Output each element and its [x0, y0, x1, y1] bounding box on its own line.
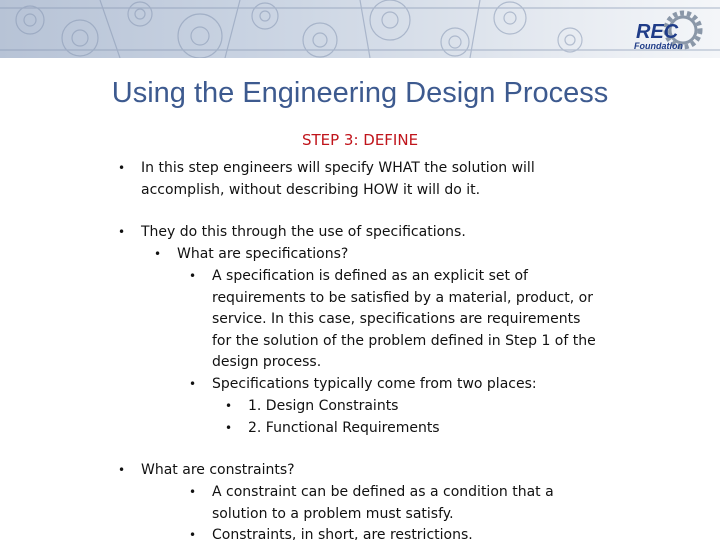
bullet-text-line: solution to a problem must satisfy. — [212, 505, 454, 522]
bullet-text-line: In this step engineers will specify WHAT the solution will — [141, 160, 535, 176]
svg-text:Foundation: Foundation — [634, 41, 683, 51]
bullet-marker: • — [225, 421, 233, 435]
svg-text:REC: REC — [636, 21, 679, 43]
bullet-text-line: What are specifications? — [177, 246, 349, 262]
bullet-marker: • — [189, 528, 197, 540]
step-heading: STEP 3: DEFINE — [301, 131, 419, 149]
bullet-text-line: A constraint can be defined as a condition that a — [212, 484, 554, 500]
bullet-marker: • — [189, 377, 197, 391]
bullet-marker: • — [154, 247, 162, 261]
bullet-marker: • — [118, 463, 126, 477]
bullet-marker: • — [189, 485, 197, 499]
bullet-marker: • — [118, 225, 126, 239]
bullet-text-line: What are constraints? — [141, 462, 295, 478]
bullet-text-line: They do this through the use of specifications. — [141, 224, 466, 240]
bullet-marker: • — [118, 161, 126, 175]
bullet-text-line: requirements to be satisfied by a material, product, or — [212, 289, 593, 306]
bullet-marker: • — [189, 269, 197, 283]
bullet-text-line: 1. Design Constraints — [248, 398, 399, 414]
bullet-text-line: A specification is defined as an explicit set of — [212, 268, 528, 284]
bullet-marker: • — [225, 399, 233, 413]
bullet-text-line: 2. Functional Requirements — [248, 420, 440, 436]
bullet-text-line: service. In this case, specifications are requirements — [212, 311, 581, 328]
slide-title: Using the Engineering Design Process — [111, 77, 609, 109]
bullet-text-line: design process. — [212, 354, 322, 371]
bullet-text-line: accomplish, without describing HOW it will do it. — [141, 181, 481, 198]
bullet-text-line: Specifications typically come from two places: — [212, 376, 537, 392]
bullet-text-line: Constraints, in short, are restrictions. — [212, 527, 473, 540]
bullet-text-line: for the solution of the problem defined in Step 1 of the — [212, 332, 596, 349]
